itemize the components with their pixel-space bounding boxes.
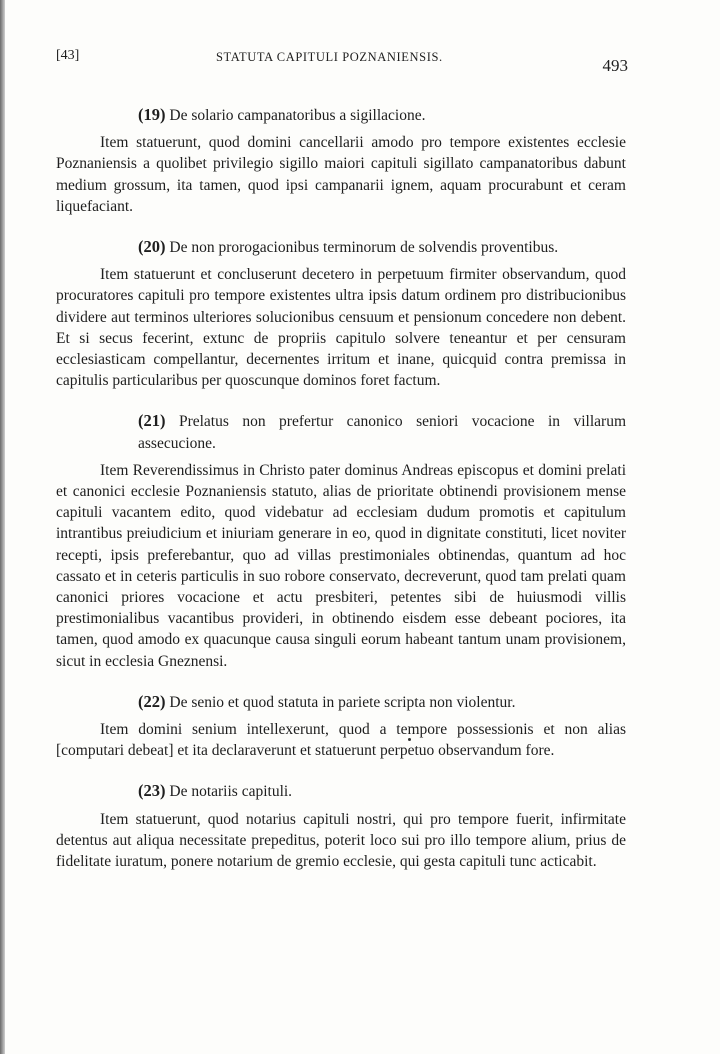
page-binding-edge [0,0,5,1054]
section-heading [56,236,626,258]
section-heading [56,410,626,453]
section-heading [56,780,626,802]
section-heading [56,691,626,713]
section-title: De solario campanatoribus a sigillacione. [169,107,426,124]
section-title: De senio et quod statuta in pariete scripta non violentur. [169,693,516,711]
section-text: Item domini senium intellexerunt, quod a tempore possessionis et non alias [computari debeat] et ita declaraverunt et statuerunt perpetuo observandum fore. [56,721,626,760]
section-number: (22) [138,691,166,711]
section-text: Item statuerunt et concluserunt decetero in perpetuum firmiter observandum, quod procuratores capituli pro tempore existentes ultra ipsis datum ordinem pro distribucionibus dividere aut terminos ulteriores solucionibus censuum et pensionum concedere non debent. Et si secus fecerint, extunc de propriis capitulo solvere teneantur et per censuram ecclesiasticam compellantur, decernentes irritum et inane, quicquid contra premissa in capitulis particularibus per quoscunque dominos foret factum. [56,266,626,390]
section-title: De non prorogacionibus terminorum de solvendis proventibus. [169,239,559,257]
page-number: 493 [602,56,628,75]
section-number: (19) [138,105,166,124]
page-header [56,44,628,84]
section-22 [56,691,626,762]
section-21 [56,410,626,671]
document-body [56,104,626,891]
section-text: Item Reverendissimus in Christo pater dominus Andreas episcopus et domini prelati et canonici ecclesie Poznaniensis statuto, alias de prioritate obtinendi provisionem mense capituli vacantem edito, quod videbatur ad ecclesiam dudum promotis et capitulum intrantibus preiudicium et iniuriam generare in eo, quod in dignitate constituti, licet noviter recepti, ipsis preferebantur, quo ad villas prestimoniales obtinendas, quantum ad hoc cassato et in ceteris particulis in suo robore conservato, decreverunt, quod tam prelati quam canonici priores vocacione et actu presbiteri, petentes sibi de huiusmodi villis prestimonialibus vacantibus provideri, in obtinendo eisdem esse debeant pociores, ita tamen, quod amodo ex quacunque causa singuli eorum habeant tantum unam provisionem, sicut in ecclesia Gneznensi. [56,461,626,670]
section-title: Prelatus non prefertur canonico seniori vocacione in villarum assecucione. [138,413,626,452]
page-reference: [43] [56,48,80,63]
section-23 [56,780,626,872]
section-number: (20) [138,237,166,257]
section-19 [56,104,626,217]
section-number: (21) [138,411,166,431]
section-number: (23) [138,781,166,801]
section-20 [56,236,626,391]
section-title: De notariis capituli. [169,783,293,801]
section-text: Item statuerunt, quod domini cancellarii amodo pro tempore existentes ecclesie Poznaniensis a quolibet privilegio sigillo maiori capituli sigillato campanatoribus dabunt medium grossum, ita tamen, quod ipsi campanarii ignem, aquam procurabunt et ceram liquefaciant. [56,134,626,215]
running-title: STATUTA CAPITULI POZNANIENSIS. [216,50,443,64]
section-text: Item statuerunt, quod notarius capituli nostri, qui pro tempore fuerit, infirmitate detentus aut aliqua necessitate prepeditus, poterit loco sui pro illo tempore alium, prius de fidelitate iuratum, ponere notarium de gremio ecclesie, qui gesta capituli tunc acticabit. [56,810,626,871]
ink-speck [408,738,411,741]
section-heading [56,104,626,126]
